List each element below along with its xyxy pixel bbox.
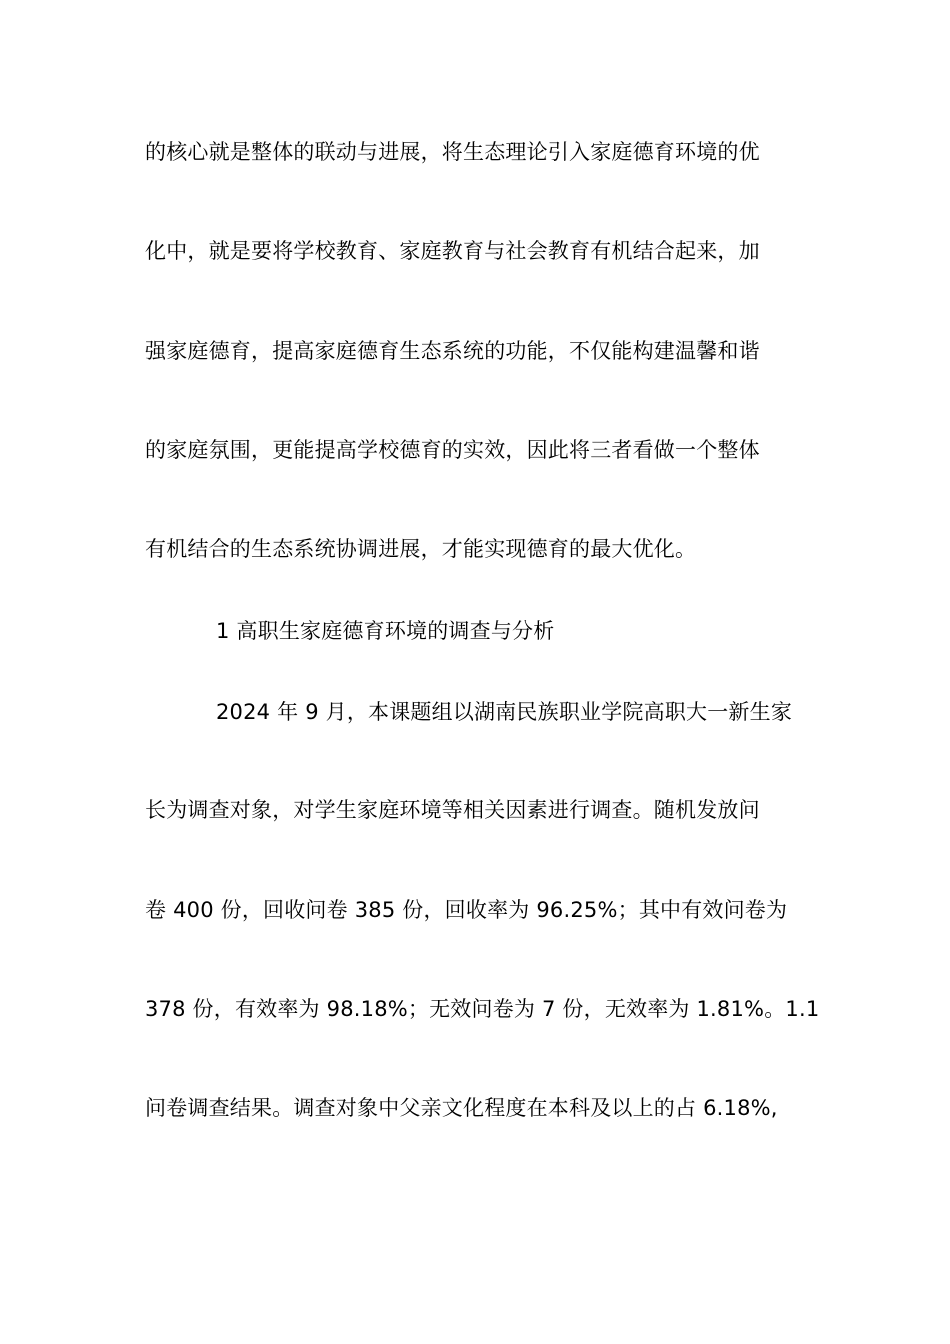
text-line-3: 强家庭德育，提高家庭德育生态系统的功能，不仅能构建温馨和谐 (145, 339, 760, 363)
text-line-11: 问卷调查结果。调查对象中父亲文化程度在本科及以上的占 6.18%, (145, 1096, 778, 1120)
text-line-10: 378 份，有效率为 98.18%；无效问卷为 7 份，无效率为 1.81%。1.1 (145, 997, 820, 1021)
section-heading: 1 高职生家庭德育环境的调查与分析 (216, 619, 555, 643)
text-line-9: 卷 400 份，回收问卷 385 份，回收率为 96.25%；其中有效问卷为 (145, 898, 788, 922)
text-line-8: 长为调查对象，对学生家庭环境等相关因素进行调查。随机发放问 (145, 798, 760, 822)
text-line-7: 2024 年 9 月，本课题组以湖南民族职业学院高职大一新生家 (216, 700, 793, 724)
text-line-4: 的家庭氛围，更能提高学校德育的实效，因此将三者看做一个整体 (145, 438, 760, 462)
text-line-5: 有机结合的生态系统协调进展，才能实现德育的最大优化。 (145, 537, 697, 561)
text-line-2: 化中，就是要将学校教育、家庭教育与社会教育有机结合起来，加 (145, 239, 760, 263)
text-line-1: 的核心就是整体的联动与进展，将生态理论引入家庭德育环境的优 (145, 140, 760, 164)
